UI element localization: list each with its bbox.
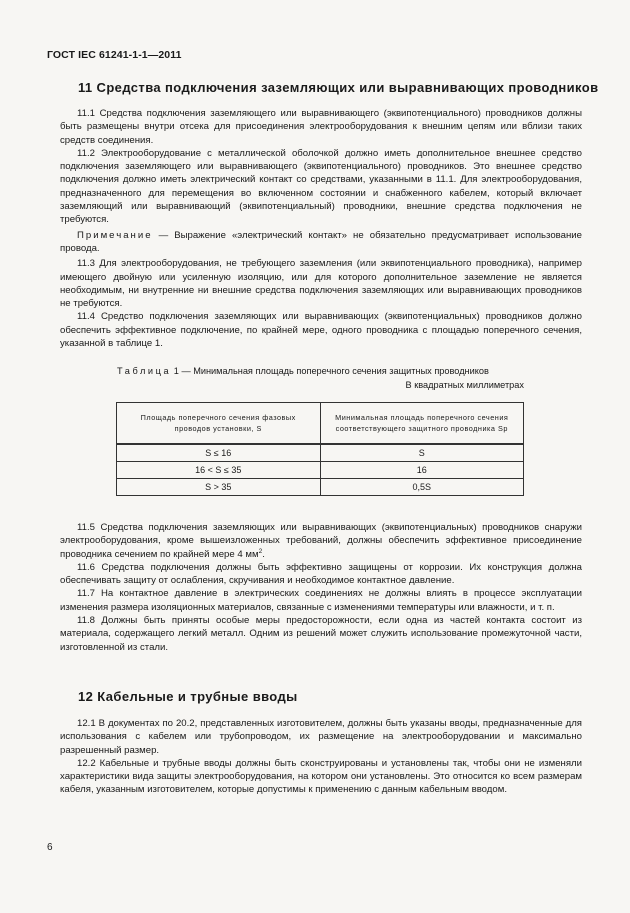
table-caption: [117, 366, 489, 376]
page-number: 6: [47, 842, 53, 853]
note-text: — Выражение «электрический контакт» не обязательно предусматривает использование провода.: [60, 229, 582, 254]
paragraph-11-6: 11.6 Средства подключения должны быть эффективно защищены от коррозии. Их конструкция должна обеспечивать защиту от ослабления, скручивания и необходимое контактное давление.: [60, 561, 582, 587]
section-11-body-continued: [60, 521, 582, 654]
superscript-2: 2: [258, 547, 263, 555]
section-12-title: 12 Кабельные и трубные вводы: [78, 689, 298, 704]
paragraph-12-1: 12.1 В документах по 20.2, представленных изготовителем, должны быть указаны вводы, предназначенные для использования с кабелем или трубопроводом, их размещение на электрооборудовании и максимально разрешенный размер.: [60, 718, 582, 756]
table-cell: S: [320, 444, 524, 462]
section-11-title: 11 Средства подключения заземляющих или выравнивающих проводников: [78, 80, 599, 95]
paragraph-11-4: 11.4 Средство подключения заземляющих или выравнивающих (эквипотенциальных) проводников должно обеспечить эффективное подключение, по крайней мере, одного проводника с площадью поперечного сечения, указанной в таблице 1.: [60, 311, 582, 350]
table-cell: S > 35: [117, 479, 321, 496]
cross-section-table: [116, 402, 524, 496]
table-header-phase: Площадь поперечного сечения фазовых проводов установки, S: [117, 403, 321, 445]
table-cell: 0,5S: [320, 479, 524, 496]
standard-code-header: ГОСТ IEC 61241-1-1—2011: [47, 49, 182, 61]
paragraph-11-5-end: .: [262, 548, 265, 560]
paragraph-11-3: 11.3 Для электрооборудования, не требующего заземления (или эквипотенциального проводника), например имеющего двойную или усиленную изоляцию, или для которого дополнительное заземление не является необходимым, ни внутренние ни внешние средства подключения заземляющих или выравнивающих проводников не требуются.: [60, 258, 582, 310]
table-caption-label: Таблица: [117, 366, 172, 376]
paragraph-11-5: [60, 521, 582, 561]
table-cell: S ≤ 16: [117, 444, 321, 462]
table-cell: 16 < S ≤ 35: [117, 462, 321, 479]
paragraph-11-5-text: 11.5 Средства подключения заземляющих или выравнивающих (эквипотенциальных) проводников снаружи электрооборудования, кроме вышеизложенных требований, должны обеспечить эффективное присоединение проводника сечением по крайней мере 4 мм: [60, 522, 582, 560]
table-row: [117, 444, 524, 462]
table-cell: 16: [320, 462, 524, 479]
section-11-body: [60, 107, 582, 350]
table-header-row: [117, 403, 524, 445]
table-caption-text: 1 — Минимальная площадь поперечного сечения защитных проводников: [171, 366, 489, 376]
table-units: В квадратных миллиметрах: [405, 380, 524, 390]
paragraph-12-2: 12.2 Кабельные и трубные вводы должны быть сконструированы и установлены так, чтобы они не изменяли характеристики вида защиты электрооборудования, на котором они установлены. Это относится ко всем размерам кабеля, указанным изготовителем, которые допустимы к применению с данным кабельным вводом.: [60, 757, 582, 796]
table-header-protective: Минимальная площадь поперечного сечения соответствующего защитного проводника Sp: [320, 403, 524, 445]
table-row: [117, 479, 524, 496]
note-label: Примечание: [77, 229, 153, 241]
paragraph-11-1: 11.1 Средства подключения заземляющего или выравнивающего (эквипотенциального) проводников должны быть размещены внутри отсека для присоединения электрооборудования к внешним цепям или вблизи таких средств соединения.: [60, 108, 582, 146]
paragraph-11-2: 11.2 Электрооборудование с металлической оболочкой должно иметь дополнительное внешнее средство подключения заземляющего или выравнивающего (эквипотенциального) проводников. Это внешнее средство подключения должно иметь электрический контакт со средствами, указанными в 11.1. Для электрооборудования, предназначенного для перемещения во включенном состоянии и снабженного кабелем, который включает заземляющий или выравнивающий (эквипотенциальный) проводники, внешние средства подключения не требуются.: [60, 147, 582, 226]
table-row: [117, 462, 524, 479]
paragraph-11-8: 11.8 Должны быть приняты особые меры предосторожности, если одна из частей контакта состоит из материала, содержащего легкий металл. Одним из решений может служить использование промежуточной части, изготовленной из стали.: [60, 615, 582, 653]
paragraph-11-7: 11.7 На контактное давление в электрических соединениях не должны влиять в процессе эксплуатации изменения размера изоляционных материалов, связанные с изменениями температуры или влажности, и т. п.: [60, 588, 582, 613]
note: [60, 229, 582, 256]
section-12-body: [60, 717, 582, 797]
